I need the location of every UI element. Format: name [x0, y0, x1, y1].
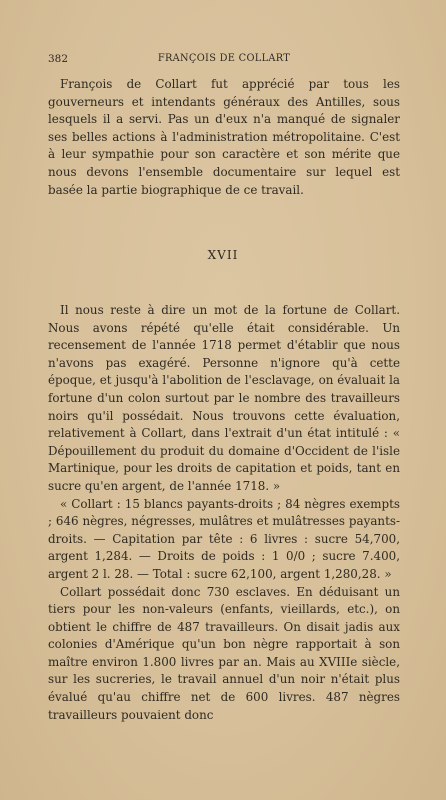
paragraph-fortune: Il nous reste à dire un mot de la fortune de Collart. Nous avons répété qu'elle était considérable. Un recensement de l'année 1718 permet d'établir que nous n'avons pas exagéré. Personne n'ignore qu'à cette époque, et jusqu'à l'abolition de l'esclavage, on évaluait la fortune d'un colon surtout par le nombre des travailleurs noirs qu'il possédait. Nous trouvons cette évaluation, relativement à Collart, dans l'extrait d'un état intitulé : « Dépouillement du produit du domaine d'Occident de l'isle Martinique, pour les droits de capitation et poids, tant en sucre qu'en argent, de l'année 1718. »: [48, 303, 400, 493]
running-title: FRANÇOIS DE COLLART: [157, 53, 291, 64]
main-text-block: [48, 302, 400, 724]
intro-paragraph: François de Collart fut apprécié par tous les gouverneurs et intendants généraux des Antilles, sous lesquels il a servi. Pas un d'eux n'a manqué de signaler ses belles actions à l'administration métropolitaine. C'est à leur sympathie pour son caractère et son mérite que nous devons l'ensemble documentaire sur lequel est basée la partie biographique de ce travail.: [48, 77, 400, 197]
paragraph-census-extract: « Collart : 15 blancs payants-droits ; 84 nègres exempts ; 646 nègres, négresses, mulâtres et mulâtresses payants-droits. — Capitation par tête : 6 livres : sucre 54,700, argent 1,284. — Droits de poids : 1 0/0 ; sucre 7.400, argent 2 l. 28. — Total : sucre 62,100, argent 1,280,28. »: [48, 496, 400, 581]
paragraph-slaves-value: Collart possédait donc 730 esclaves. En déduisant un tiers pour les non-valeurs (enfants, vieillards, etc.), on obtient le chiffre de 487 travailleurs. On disait jadis aux colonies d'Amérique qu'un bon nègre rapportait à son maître environ 1.800 livres par an. Mais au XVIIIe siècle, sur les sucreries, le travail annuel d'un noir n'était plus évalué qu'au chiffre net de 600 livres. 487 nègres travailleurs pouvaient donc: [48, 584, 400, 722]
page-number: 382: [48, 53, 69, 65]
running-header: [48, 53, 400, 67]
intro-text-block: [48, 76, 400, 199]
section-heading: XVII: [207, 248, 239, 262]
